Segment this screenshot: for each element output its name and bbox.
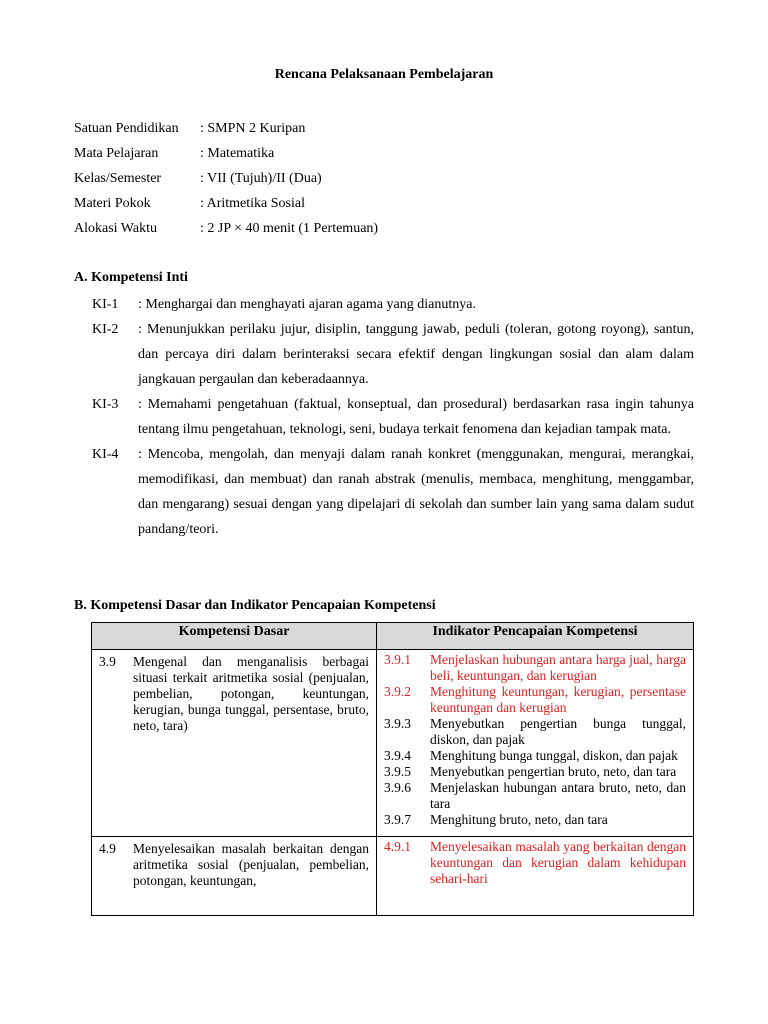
indicator-item	[378, 652, 692, 684]
info-label: Satuan Pendidikan	[74, 121, 179, 136]
ki-text: : Menghargai dan menghayati ajaran agama yang dianutnya.	[138, 297, 476, 312]
kd-text: Mengenal dan menganalisis berbagai situasi terkait aritmetika sosial (penjualan, pembelian, potongan, keuntungan, kerugian, bunga tunggal, persentase, bruto, neto, tara)	[133, 654, 369, 733]
info-value: : 2 JP × 40 menit (1 Pertemuan)	[200, 221, 379, 236]
info-value: : VII (Tujuh)/II (Dua)	[200, 171, 322, 186]
table-row	[92, 650, 694, 837]
kd-cell	[92, 650, 377, 837]
indicator-item	[378, 839, 692, 887]
ki-code: KI-4	[92, 447, 119, 462]
indicator-text: Menyebutkan pengertian bruto, neto, dan tara	[430, 764, 677, 779]
indicator-number: 3.9.7	[384, 812, 411, 827]
indicator-text: Menjelaskan hubungan antara bruto, neto, dan tara	[430, 780, 686, 811]
indicator-text: Menghitung bunga tunggal, diskon, dan pajak	[430, 748, 678, 763]
indicator-text: Menjelaskan hubungan antara harga jual, harga beli, keuntungan, dan kerugian	[430, 652, 686, 683]
indicator-item	[378, 748, 692, 764]
ki-item	[92, 442, 694, 542]
ki-text: : Mencoba, mengolah, dan menyaji dalam ranah konkret (menggunakan, mengurai, merangkai, memodifikasi, dan membuat) dan ranah abstrak (menulis, membaca, menghitung, menggambar, dan mengarang) sesuai dengan yang dipelajari di sekolah dan sumber lain yang sama dalam sudut pandang/teori.	[138, 447, 694, 537]
ki-item	[92, 292, 694, 317]
indicator-text: Menyelesaikan masalah yang berkaitan dengan keuntungan dan kerugian dalam kehidupan sehari-hari	[430, 839, 686, 886]
indicator-number: 4.9.1	[384, 839, 411, 854]
indicator-item	[378, 764, 692, 780]
info-value: : SMPN 2 Kuripan	[200, 121, 306, 136]
info-value: : Aritmetika Sosial	[200, 196, 305, 211]
indicator-item	[378, 684, 692, 716]
info-row-kelas	[74, 168, 378, 193]
kd-cell	[92, 837, 377, 916]
info-row-satuan	[74, 118, 378, 143]
info-label: Mata Pelajaran	[74, 146, 159, 161]
document-title: Rencana Pelaksanaan Pembelajaran	[274, 67, 494, 82]
kd-text: Menyelesaikan masalah berkaitan dengan aritmetika sosial (penjualan, pembelian, potongan, keuntungan,	[133, 841, 369, 888]
indicator-item	[378, 812, 692, 828]
ki-item	[92, 392, 694, 442]
indicator-cell	[377, 837, 694, 916]
info-label: Materi Pokok	[74, 196, 151, 211]
indicator-cell	[377, 650, 694, 837]
header-kompetensi-dasar: Kompetensi Dasar	[92, 623, 377, 650]
ki-code: KI-1	[92, 297, 119, 312]
indicator-item	[378, 780, 692, 812]
info-label: Kelas/Semester	[74, 171, 162, 186]
indicator-number: 3.9.4	[384, 748, 411, 763]
ki-text: : Memahami pengetahuan (faktual, konseptual, dan prosedural) berdasarkan rasa ingin tahunya tentang ilmu pengetahuan, teknologi, seni, budaya terkait fenomena dan kejadian tampak mata.	[138, 397, 694, 437]
info-row-alokasi	[74, 218, 378, 243]
kompetensi-dasar-table	[91, 622, 694, 916]
indicator-number: 3.9.1	[384, 652, 411, 667]
info-label: Alokasi Waktu	[74, 221, 157, 236]
kd-number: 4.9	[99, 841, 116, 856]
indicator-text: Menghitung bruto, neto, dan tara	[430, 812, 608, 827]
header-indikator: Indikator Pencapaian Kompetensi	[377, 623, 694, 650]
kd-number: 3.9	[99, 654, 116, 669]
table-header-row	[92, 623, 694, 650]
indicator-number: 3.9.3	[384, 716, 411, 731]
info-row-mapel	[74, 143, 378, 168]
indicator-number: 3.9.5	[384, 764, 411, 779]
ki-code: KI-3	[92, 397, 119, 412]
kompetensi-inti-list	[92, 292, 694, 542]
ki-text: : Menunjukkan perilaku jujur, disiplin, tanggung jawab, peduli (toleran, gotong royong), santun, dan percaya diri dalam berinteraksi secara efektif dengan lingkungan sosial dan alam dalam jangkauan pergaulan dan keberadaannya.	[138, 322, 694, 387]
ki-code: KI-2	[92, 322, 119, 337]
info-value: : Matematika	[200, 146, 275, 161]
info-row-materi	[74, 193, 378, 218]
table-row	[92, 837, 694, 916]
indicator-number: 3.9.6	[384, 780, 411, 795]
indicator-text: Menyebutkan pengertian bunga tunggal, diskon, dan pajak	[430, 716, 686, 747]
section-heading-kompetensi-inti: A. Kompetensi Inti	[74, 270, 188, 285]
info-block	[74, 118, 378, 243]
indicator-text: Menghitung keuntungan, kerugian, persentase keuntungan dan kerugian	[430, 684, 686, 715]
indicator-number: 3.9.2	[384, 684, 411, 699]
section-heading-kompetensi-dasar: B. Kompetensi Dasar dan Indikator Pencapaian Kompetensi	[74, 598, 436, 613]
ki-item	[92, 317, 694, 392]
indicator-item	[378, 716, 692, 748]
